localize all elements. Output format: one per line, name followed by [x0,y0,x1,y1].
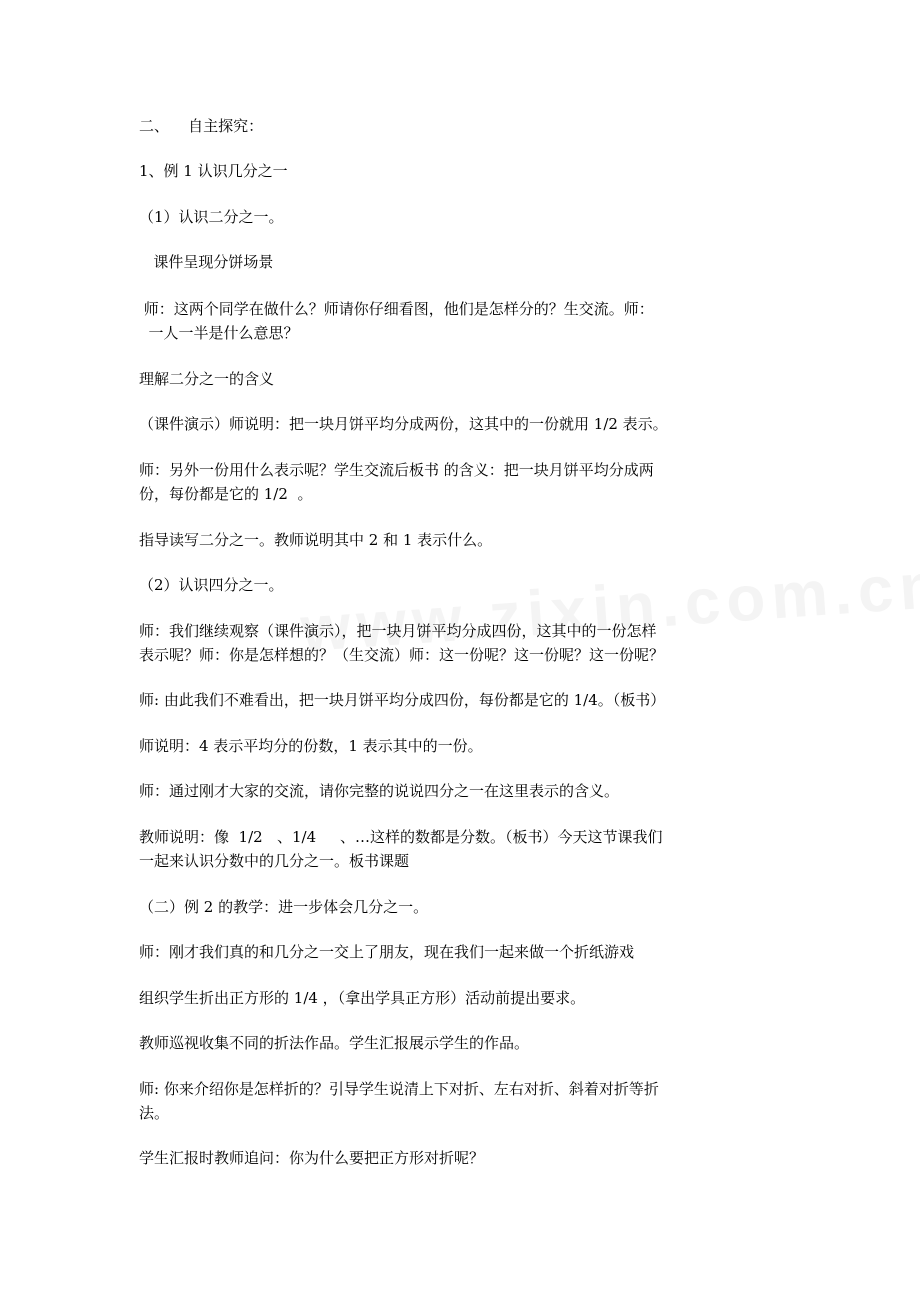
paragraph-fractions-intro: 教师说明：像 1/2 、1/4 、…这样的数都是分数。（板书）今天这节课我们 一起来认识分数中的几分之一。板书课题 [139,828,663,870]
paragraph-quarter-conclusion: 师: 由此我们不难看出，把一块月饼平均分成四份，每份都是它的 1/4。（板书） [139,691,666,709]
paragraph-follow-up-question: 学生汇报时教师追问：你为什么要把正方形对折呢？ [139,1149,485,1167]
section-heading-self-exploration: 二、 自主探究： [139,117,264,135]
example-2-heading: （二）例 2 的教学：进一步体会几分之一。 [139,898,429,916]
subsection-one-half: （1）认识二分之一。 [139,208,284,226]
paragraph-collect-works: 教师巡视收集不同的折法作品。学生汇报展示学生的作品。 [139,1034,530,1052]
example-1-heading: 1、例 1 认识几分之一 [139,162,288,180]
paragraph-observe-four-parts: 师：我们继续观察（课件演示），把一块月饼平均分成四份，这其中的一份怎样 表示呢？师：你是怎样想的？（生交流）师：这一份呢？这一份呢？这一份呢？ [139,622,665,664]
paragraph-teacher-question: 师：这两个同学在做什么？师请你仔细看图，他们是怎样分的？生交流。师： 一人一半是什么意思？ [143,300,654,342]
paragraph-explain-folding: 师: 你来介绍你是怎样折的？引导学生说清上下对折、左右对折、斜着对折等折 法。 [139,1080,659,1122]
paragraph-half-explanation: （课件演示）师说明：把一块月饼平均分成两份，这其中的一份就用 1/2 表示。 [139,415,668,433]
paragraph-read-write-half: 指导读写二分之一。教师说明其中 2 和 1 表示什么。 [139,531,493,549]
paragraph-folding-game: 师：刚才我们真的和几分之一交上了朋友，现在我们一起来做一个折纸游戏 [139,943,635,961]
paragraph-fold-square: 组织学生折出正方形的 1/4 ，（拿出学具正方形）活动前提出要求。 [139,989,586,1007]
paragraph-understand-half: 理解二分之一的含义 [139,370,275,388]
paragraph-other-part: 师：另外一份用什么表示呢？学生交流后板书 的含义：把一块月饼平均分成两 份，每份都是它的 1/2 。 [139,461,654,503]
paragraph-courseware-scene: 课件呈现分饼场景 [139,253,274,271]
paragraph-quarter-explanation: 师说明：4 表示平均分的份数，1 表示其中的一份。 [139,737,483,755]
paragraph-complete-meaning: 师：通过刚才大家的交流，请你完整的说说四分之一在这里表示的含义。 [139,782,620,800]
subsection-one-quarter: （2）认识四分之一。 [139,576,284,594]
